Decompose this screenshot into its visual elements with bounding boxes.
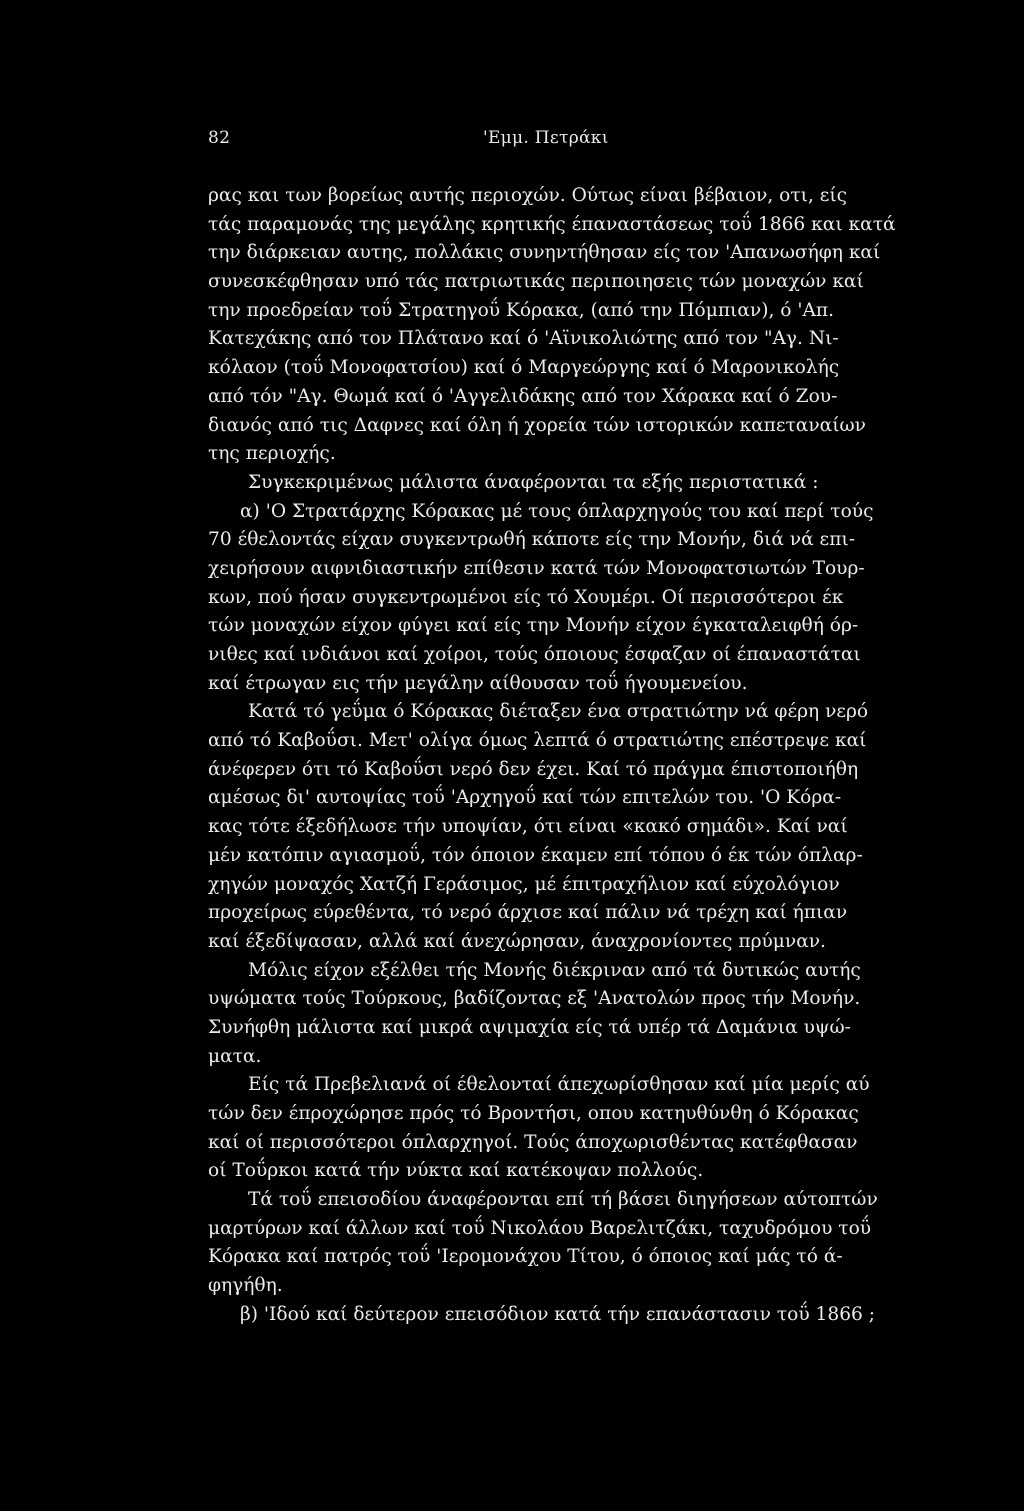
page-header (208, 128, 818, 158)
text-line: κόλαον (τοΰ Μονοφατσίου) καί ό Μαργεώργης καί ό Μαρονικολής (208, 357, 840, 379)
text-line: αμέσως δι' αυτοψίας τοΰ 'Αρχηγοΰ καί τών επιτελών του. 'Ο Κόρα- (208, 787, 842, 809)
text-line: άνέφερεν ότι τό Καβοΰσι νερό δεν έχει. Καί τό πράγμα έπιστοποιήθη (208, 758, 859, 780)
text-line: χειρήσουν αιφνιδιαστικήν επίθεσιν κατά τών Μονοφατσιωτών Τουρ- (208, 557, 865, 579)
text-line: Συγκεκριμένως μάλιστα άναφέρονται τα εξής περιστατικά : (248, 471, 819, 493)
text-line: κων, πού ήσαν συγκεντρωμένοι είς τό Χουμέρι. Οί περισσότεροι έκ (208, 586, 844, 608)
text-line: β) 'Ιδού καί δεύτερον επεισόδιον κατά τήν επανάστασιν τοΰ 1866 ; (240, 1303, 876, 1325)
text-line: κας τότε έξεδήλωσε τήν υποψίαν, ότι είναι «κακό σημάδι». Καί ναί (208, 816, 848, 838)
text-line: καί έξεδίψασαν, αλλά καί άνεχώρησαν, άναχρονίοντες πρύμναν. (208, 930, 826, 952)
text-line: Κατά τό γεΰμα ό Κόρακας διέταξεν ένα στρατιώτην νά φέρη νερό (248, 701, 869, 723)
text-line: ρας και των βορείως αυτής περιοχών. Ούτως είναι βέβαιον, οτι, είς (208, 185, 848, 206)
text-line: Συνήφθη μάλιστα καί μικρά αψιμαχία είς τά υπέρ τά Δαμάνια υψώ- (208, 1016, 851, 1038)
text-line: χηγών μοναχός Χατζή Γεράσιμος, μέ έπιτραχήλιον καί εύχολόγιον (208, 873, 840, 895)
text-line: Είς τά Πρεβελιανά οί έθελονταί άπεχωρίσθησαν καί μία μερίς αύ (248, 1074, 870, 1096)
text-line: ματα. (208, 1045, 262, 1067)
text-line: τών μοναχών είχον φύγει καί είς την Μονήν είχον έγκαταλειφθή όρ- (208, 615, 859, 637)
text-line: τάς παραμονάς της μεγάλης κρητικής έπαναστάσεως τοΰ 1866 και κατά (208, 213, 896, 235)
text-line: προχείρως εύρεθέντα, τό νερό άρχισε καί πάλιν νά τρέχη καί ήπιαν (208, 902, 848, 924)
text-line: καί οί περισσότεροι όπλαρχηγοί. Τούς άποχωρισθέντας κατέφθασαν (208, 1131, 858, 1153)
text-line: μέν κατόπιν αγιασμοΰ, τόν όποιον έκαμεν επί τόπου ό έκ τών όπλαρ- (208, 844, 863, 866)
text-line: τών δεν έπροχώρησε πρός τό Βροντήσι, οπου κατηυθύνθη ό Κόρακας (208, 1103, 859, 1124)
text-line: της περιοχής. (208, 443, 336, 465)
text-line: την προεδρείαν τοΰ Στρατηγοΰ Κόρακα, (από την Πόμπιαν), ό 'Απ. (208, 299, 835, 321)
text-line: διανός από τις Δαφνες καί όλη ή χορεία τών ιστορικών καπεταναίων (208, 414, 866, 436)
text-line: οί Τοΰρκοι κατά τήν νύκτα καί κατέκοψαν πολλούς. (208, 1160, 704, 1182)
text-line: από τό Καβοΰσι. Μετ' ολίγα όμως λεπτά ό στρατιώτης επέστρεψε καί (208, 730, 867, 752)
text-line: καί έτρωγαν εις τήν μεγάλην αίθουσαν τοΰ ήγουμενείου. (208, 672, 748, 694)
text-line: Κατεχάκης από τον Πλάτανο καί ό 'Αϊνικολιώτης από τον "Αγ. Νι- (208, 328, 839, 350)
text-line: φηγήθη. (208, 1275, 283, 1297)
text-line: υψώματα τούς Τούρκους, βαδίζοντας εξ 'Ανατολών προς τήν Μονήν. (208, 988, 861, 1010)
running-head: 'Εμμ. Πετράκι (483, 128, 609, 148)
text-line: Τά τοΰ επεισοδίου άναφέρονται επί τή βάσει διηγήσεων αύτοπτών (248, 1189, 878, 1211)
text-line: μαρτύρων καί άλλων καί τοΰ Νικολάου Βαρελιτζάκι, ταχυδρόμου τοΰ (208, 1217, 872, 1239)
text-line: από τόν "Αγ. Θωμά καί ό 'Αγγελιδάκης από τον Χάρακα καί ό Ζου- (208, 385, 838, 407)
text-line: Μόλις είχον εξέλθει τής Μονής διέκριναν από τά δυτικώς αυτής (248, 959, 861, 981)
page-number: 82 (208, 128, 231, 148)
text-line: 70 έθελοντάς είχαν συγκεντρωθή κάποτε είς την Μονήν, διά νά επι- (208, 529, 855, 551)
body-text (208, 182, 896, 1330)
text-line: την διάρκειαν αυτης, πολλάκις συνηντήθησαν είς τον 'Απανωσήφη καί (208, 242, 881, 264)
text-line: συνεσκέφθησαν υπό τάς πατριωτικάς περιποιησεις τών μοναχών καί (208, 271, 864, 293)
text-line: Κόρακα καί πατρός τοΰ 'Ιερομονάχου Τίτου, ό όποιος καί μάς τό ά- (208, 1246, 843, 1268)
text-line: νιθες καί ινδιάνοι καί χοίροι, τούς όποιους έσφαζαν οί έπαναστάται (208, 644, 861, 665)
text-line: α) 'Ο Στρατάρχης Κόρακας μέ τους όπλαρχηγούς του καί περί τούς (240, 500, 874, 522)
